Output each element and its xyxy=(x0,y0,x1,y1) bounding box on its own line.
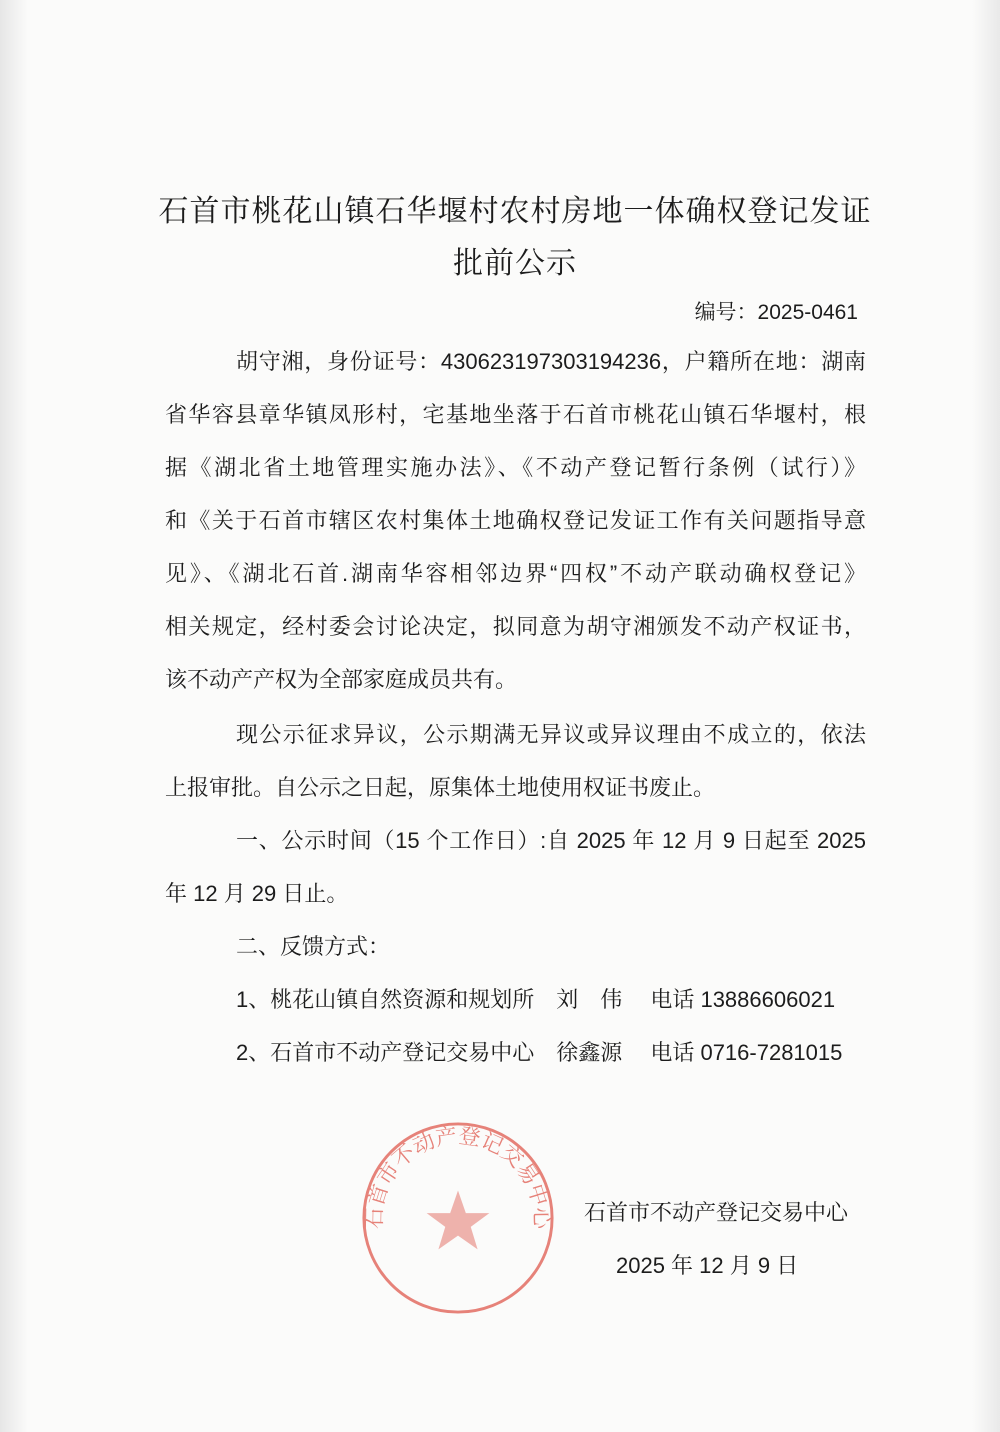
document-title-line2: 批前公示 xyxy=(453,247,577,280)
scan-edge-right xyxy=(972,0,1000,1432)
contact-item: 1、桃花山镇自然资源和规划所 刘 伟 电话 13886606021 xyxy=(236,987,836,1012)
body-line: 上报审批。自公示之日起，原集体土地使用权证书废止。 xyxy=(165,775,716,800)
body-line: 胡守湘，身份证号：430623197303194236，户籍所在地：湖南 xyxy=(236,349,866,374)
contact-item: 2、石首市不动产登记交易中心 徐鑫源 电话 0716-7281015 xyxy=(236,1040,843,1065)
signature-org: 石首市不动产登记交易中心 xyxy=(584,1200,849,1225)
body-line: 见》、《湖北石首.湖南华容相邻边界“四权”不动产联动确权登记》 xyxy=(165,561,866,586)
document-title-line1: 石首市桃花山镇石华堰村农村房地一体确权登记发证 xyxy=(158,195,872,228)
period-line: 一、公示时间（15 个工作日）:自 2025 年 12 月 9 日起至 2025 xyxy=(236,828,866,853)
feedback-heading: 二、反馈方式： xyxy=(236,934,391,959)
body-line: 相关规定，经村委会讨论决定，拟同意为胡守湘颁发不动产权证书， xyxy=(165,614,866,639)
body-line: 省华容县章华镇凤形村，宅基地坐落于石首市桃花山镇石华堰村，根 xyxy=(165,402,866,427)
serial-number: 编号：2025-0461 xyxy=(694,301,858,324)
body-line: 据《湖北省土地管理实施办法》、《不动产登记暂行条例（试行）》 xyxy=(165,455,866,480)
svg-text:石首市不动产登记交易中心: 石首市不动产登记交易中心 xyxy=(362,1123,554,1230)
period-line: 年 12 月 29 日止。 xyxy=(165,881,349,906)
official-seal xyxy=(360,1120,556,1316)
body-line: 和《关于石首市辖区农村集体土地确权登记发证工作有关问题指导意 xyxy=(165,508,866,533)
signature-date: 2025 年 12 月 9 日 xyxy=(616,1253,799,1278)
scan-edge-left xyxy=(0,0,28,1432)
star-icon xyxy=(427,1191,490,1250)
body-line: 该不动产产权为全部家庭成员共有。 xyxy=(165,667,518,692)
body-line: 现公示征求异议，公示期满无异议或异议理由不成立的，依法 xyxy=(236,722,866,747)
